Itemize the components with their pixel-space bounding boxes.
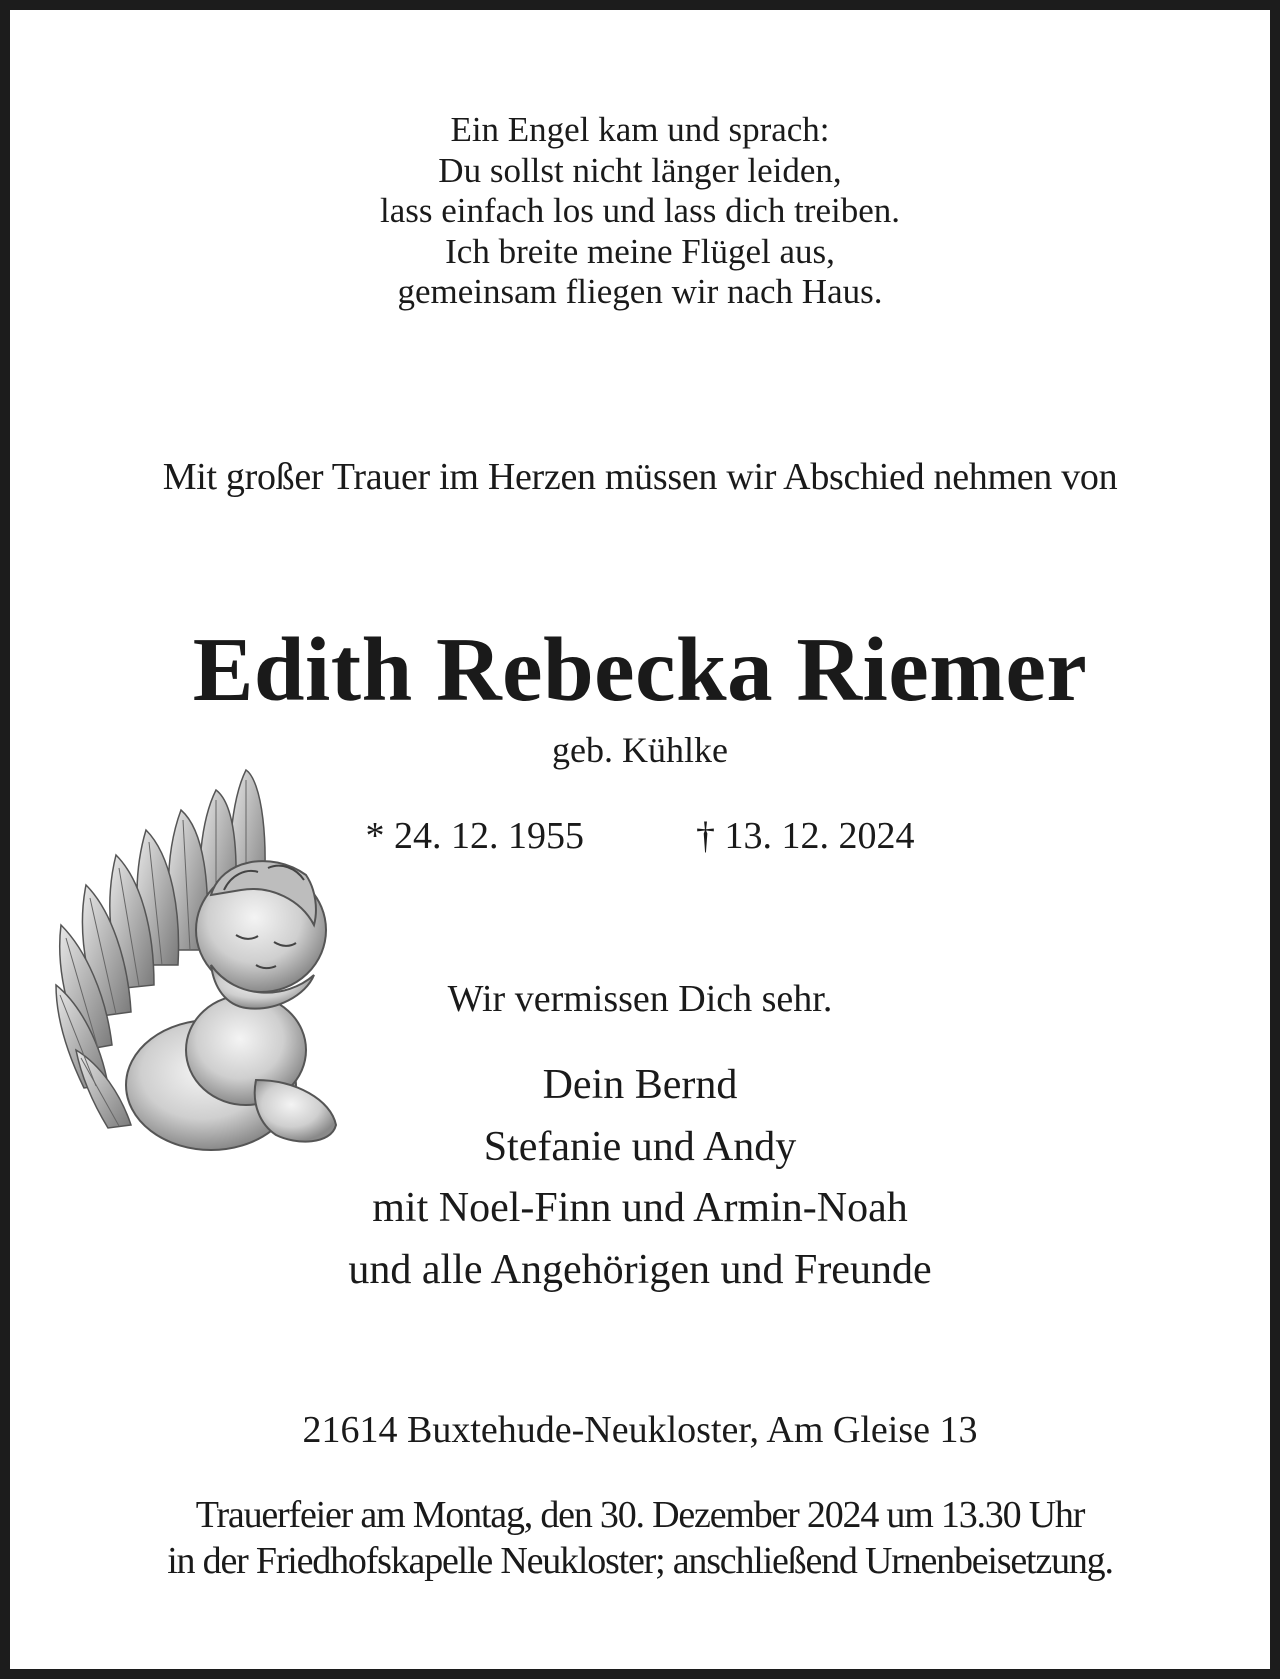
- service-line: Trauerfeier am Montag, den 30. Dezember 2024 um 13.30 Uhr: [195, 1494, 1085, 1536]
- mourners: [10, 1055, 1270, 1301]
- poem-line: Ich breite meine Flügel aus,: [445, 231, 835, 271]
- poem-line: Ein Engel kam und sprach:: [450, 110, 830, 149]
- address: 21614 Buxtehude-Neukloster, Am Gleise 13: [302, 1409, 978, 1451]
- poem-line: gemeinsam fliegen wir nach Haus.: [397, 272, 883, 311]
- poem: [10, 110, 1270, 313]
- mourner-line: Dein Bernd: [542, 1062, 738, 1108]
- birth-date: * 24. 12. 1955: [365, 815, 584, 857]
- mourner-line: und alle Angehörigen und Freunde: [348, 1246, 932, 1293]
- intro-text: Mit großer Trauer im Herzen müssen wir Abschied nehmen von: [162, 456, 1118, 498]
- service-line: in der Friedhofskapelle Neukloster; anschließend Urnenbeisetzung.: [167, 1540, 1113, 1582]
- service-info: [10, 1492, 1270, 1584]
- birth-name: geb. Kühlke: [552, 730, 728, 770]
- poem-line: Du sollst nicht länger leiden,: [438, 150, 842, 190]
- death-date: † 13. 12. 2024: [696, 815, 915, 857]
- mourner-line: mit Noel-Finn und Armin-Noah: [372, 1185, 908, 1231]
- poem-line: lass einfach los und lass dich treiben.: [379, 191, 900, 230]
- deceased-name: Edith Rebecka Riemer: [192, 619, 1088, 720]
- mourner-line: Stefanie und Andy: [483, 1123, 797, 1170]
- message: Wir vermissen Dich sehr.: [447, 978, 833, 1020]
